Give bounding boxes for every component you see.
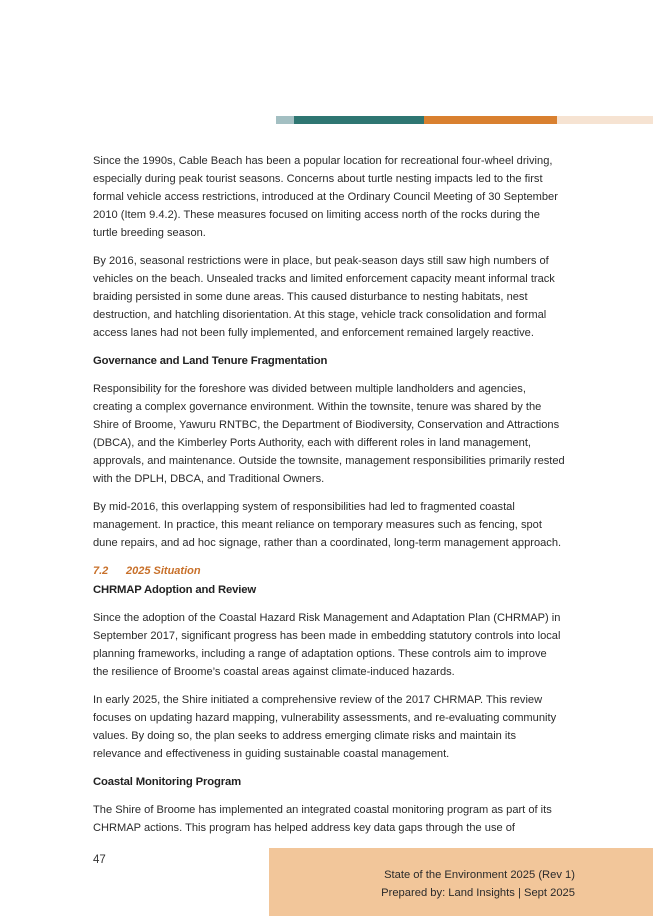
header-bar-teal — [294, 116, 424, 124]
paragraph-chrmap-review: In early 2025, the Shire initiated a comprehensive review of the 2017 CHRMAP. This review focuses on updating hazard mapping, vulnerability assessments, and re-evaluating community values. By doing so, the plan seeks to address emerging climate risks and maintain its relevance and effectiveness in guiding sustainable coastal management. — [93, 694, 557, 760]
heading-coastal-monitoring: Coastal Monitoring Program — [93, 776, 241, 788]
section-title: 2025 Situation — [126, 565, 201, 577]
paragraph-governance: Responsibility for the foreshore was divided between multiple landholders and agencies, creating a complex governance environment. Within the townsite, tenure was shared by the Shire of Broome, Yawuru RNTBC, the Department of Biodiversity, Conservation and Attractions (DBCA), and the Kimberley Ports Authority, each with different roles in land management, approvals, and maintenance. Outside the townsite, management responsibilities primarily rested with the DPLH, DBCA, and Traditional Owners. — [93, 383, 565, 485]
footer-prepared-by: Prepared by: Land Insights | Sept 2025 — [381, 887, 575, 899]
paragraph-fragmented-management: By mid-2016, this overlapping system of responsibilities had led to fragmented coastal management. In practice, this meant reliance on temporary measures such as fencing, spot dune repairs, and ad hoc signage, rather than a coordinated, long-term management approach. — [93, 501, 562, 549]
section-number: 7.2 — [93, 565, 109, 577]
page-number: 47 — [93, 854, 106, 866]
header-bar-orange — [424, 116, 557, 124]
footer-document-title: State of the Environment 2025 (Rev 1) — [384, 869, 575, 881]
paragraph-coastal-monitoring: The Shire of Broome has implemented an integrated coastal monitoring program as part of its CHRMAP actions. This program has helped address key data gaps through the use of — [93, 804, 552, 834]
section-heading-7-2 — [93, 562, 565, 580]
header-bar-peach — [557, 116, 653, 124]
heading-governance: Governance and Land Tenure Fragmentation — [93, 355, 328, 367]
header-bar-light-teal — [276, 116, 294, 124]
paragraph-chrmap-adoption: Since the adoption of the Coastal Hazard Risk Management and Adaptation Plan (CHRMAP) in September 2017, significant progress has been made in embedding statutory controls into local planning frameworks, including a range of adaptation options. These controls aim to improve the resilience of Broome’s coastal areas against climate-induced hazards. — [93, 612, 561, 678]
main-content — [93, 152, 565, 847]
paragraph-cable-beach-history: Since the 1990s, Cable Beach has been a popular location for recreational four-wheel driving, especially during peak tourist seasons. Concerns about turtle nesting impacts led to the first formal vehicle access restrictions, introduced at the Ordinary Council Meeting of 30 September 2010 (Item 9.4.2). These measures focused on limiting access north of the rocks during the turtle breeding season. — [93, 155, 558, 239]
heading-chrmap: CHRMAP Adoption and Review — [93, 584, 257, 596]
paragraph-2016-restrictions: By 2016, seasonal restrictions were in place, but peak-season days still saw high numbers of vehicles on the beach. Unsealed tracks and limited enforcement capacity meant informal track braiding persisted in some dune areas. This caused disturbance to nesting habitats, nest destruction, and hatchling disorientation. At this stage, vehicle track consolidation and formal access lanes had not been fully implemented, and enforcement remained largely reactive. — [93, 255, 555, 339]
footer-box — [269, 848, 653, 916]
footer-text — [381, 866, 575, 902]
header-color-bars — [276, 116, 653, 124]
